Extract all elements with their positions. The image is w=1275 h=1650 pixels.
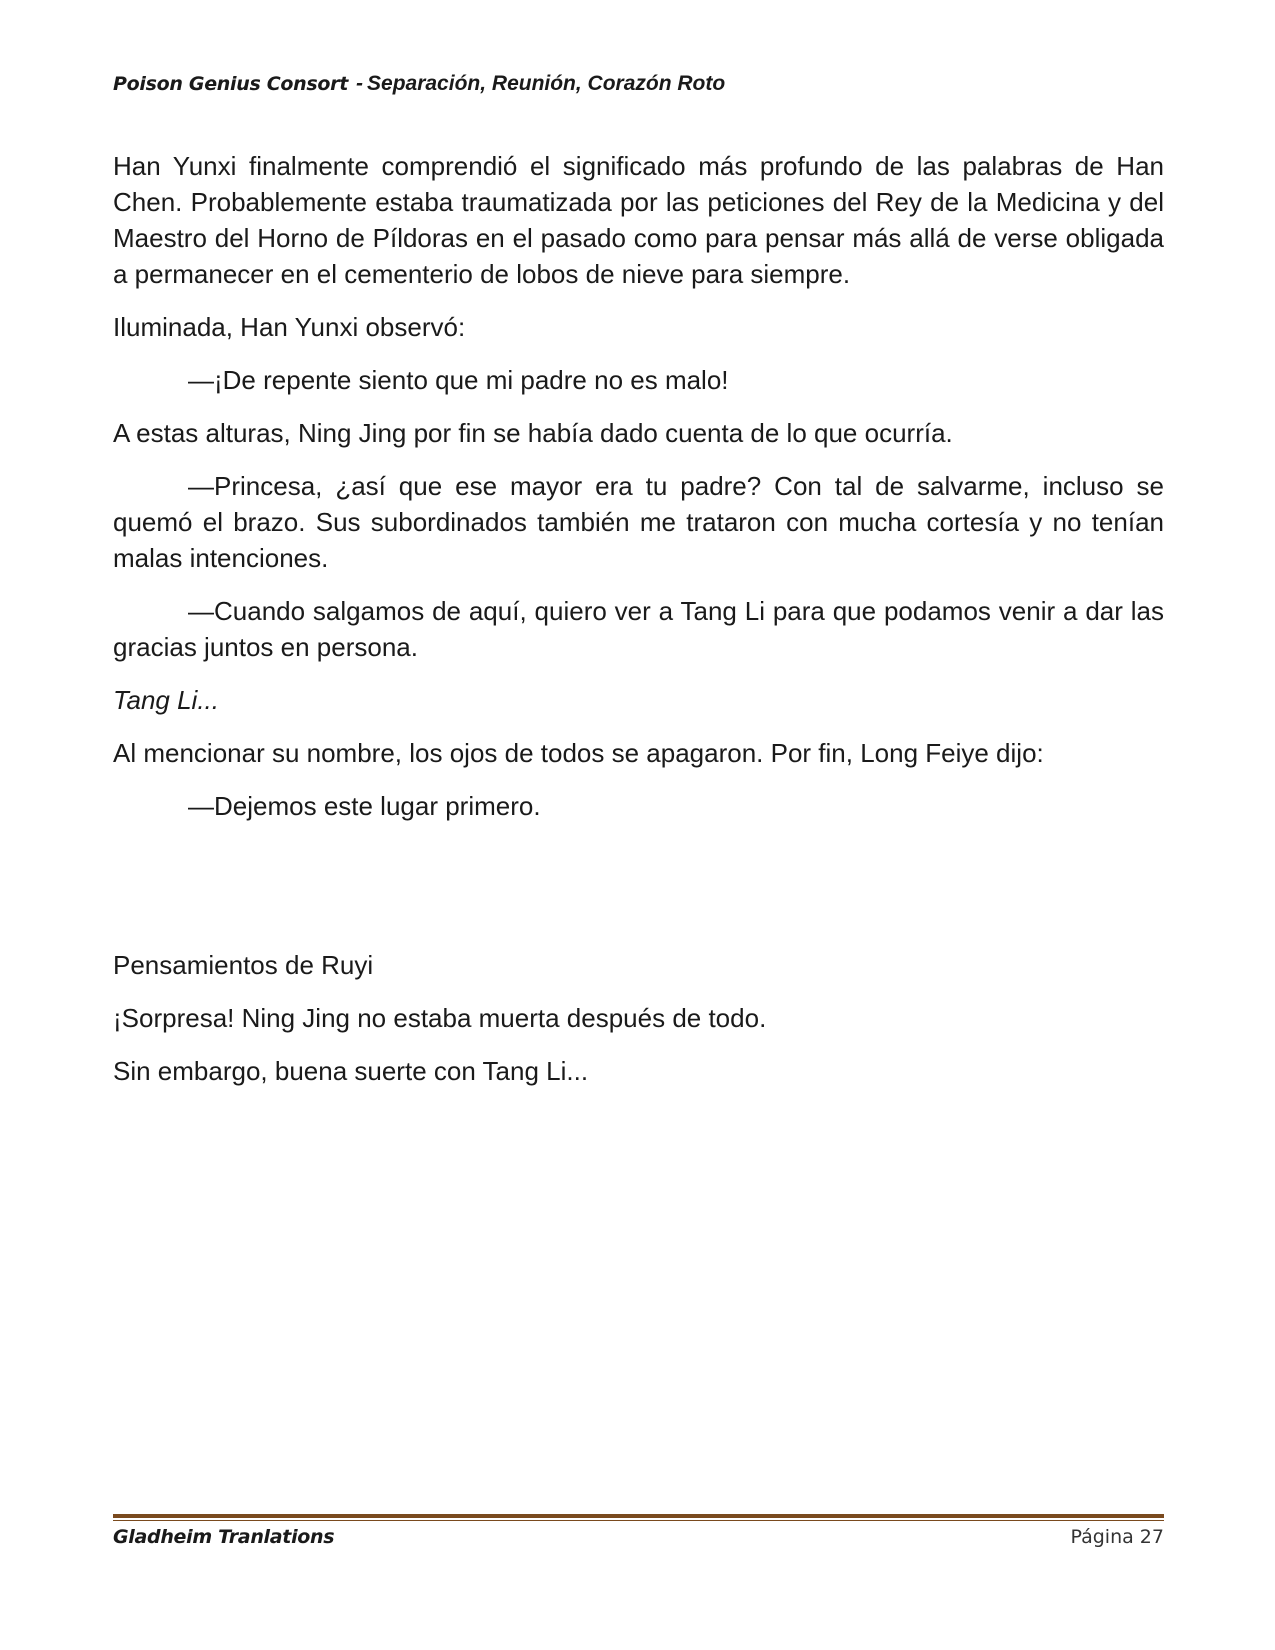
header-separator: - bbox=[356, 72, 364, 95]
page-header bbox=[113, 72, 725, 96]
page-number: Página 27 bbox=[1070, 1526, 1164, 1548]
dialogue-paragraph: —¡De repente siento que mi padre no es malo! bbox=[188, 365, 729, 395]
notes-heading: Pensamientos de Ruyi bbox=[113, 950, 374, 980]
dialogue-paragraph: —Cuando salgamos de aquí, quiero ver a Tang Li para que podamos venir a dar las gracias juntos en persona. bbox=[113, 596, 1164, 662]
footer-divider-thin bbox=[113, 1520, 1164, 1521]
section-spacer bbox=[113, 841, 1164, 947]
dialogue-paragraph: —Dejemos este lugar primero. bbox=[188, 791, 541, 821]
paragraph: Al mencionar su nombre, los ojos de todos se apagaron. Por fin, Long Feiye dijo: bbox=[113, 738, 1044, 768]
notes-line: Sin embargo, buena suerte con Tang Li... bbox=[113, 1056, 589, 1086]
page-body bbox=[113, 148, 1164, 1106]
translator-credit: Gladheim Tranlations bbox=[113, 1526, 335, 1548]
footer-divider bbox=[113, 1514, 1164, 1521]
book-title: Poison Genius Consort bbox=[113, 73, 349, 95]
paragraph: Han Yunxi finalmente comprendió el significado más profundo de las palabras de Han Chen. Probablemente estaba traumatizada por las peticiones del Rey de la Medicina y del Maestro del Horno de Píldoras en el pasado como para pensar más allá de verse obligada a permanecer en el cementerio de lobos de nieve para siempre. bbox=[113, 151, 1164, 289]
dialogue-paragraph: —Princesa, ¿así que ese mayor era tu padre? Con tal de salvarme, incluso se quemó el brazo. Sus subordinados también me trataron con mucha cortesía y no tenían malas intenciones. bbox=[113, 471, 1164, 573]
chapter-title: Separación, Reunión, Corazón Roto bbox=[367, 72, 726, 95]
paragraph: Iluminada, Han Yunxi observó: bbox=[113, 312, 466, 342]
paragraph: A estas alturas, Ning Jing por fin se había dado cuenta de lo que ocurría. bbox=[113, 418, 953, 448]
italic-paragraph: Tang Li... bbox=[113, 685, 220, 715]
footer-divider-thick bbox=[113, 1514, 1164, 1518]
notes-line: ¡Sorpresa! Ning Jing no estaba muerta después de todo. bbox=[113, 1003, 767, 1033]
